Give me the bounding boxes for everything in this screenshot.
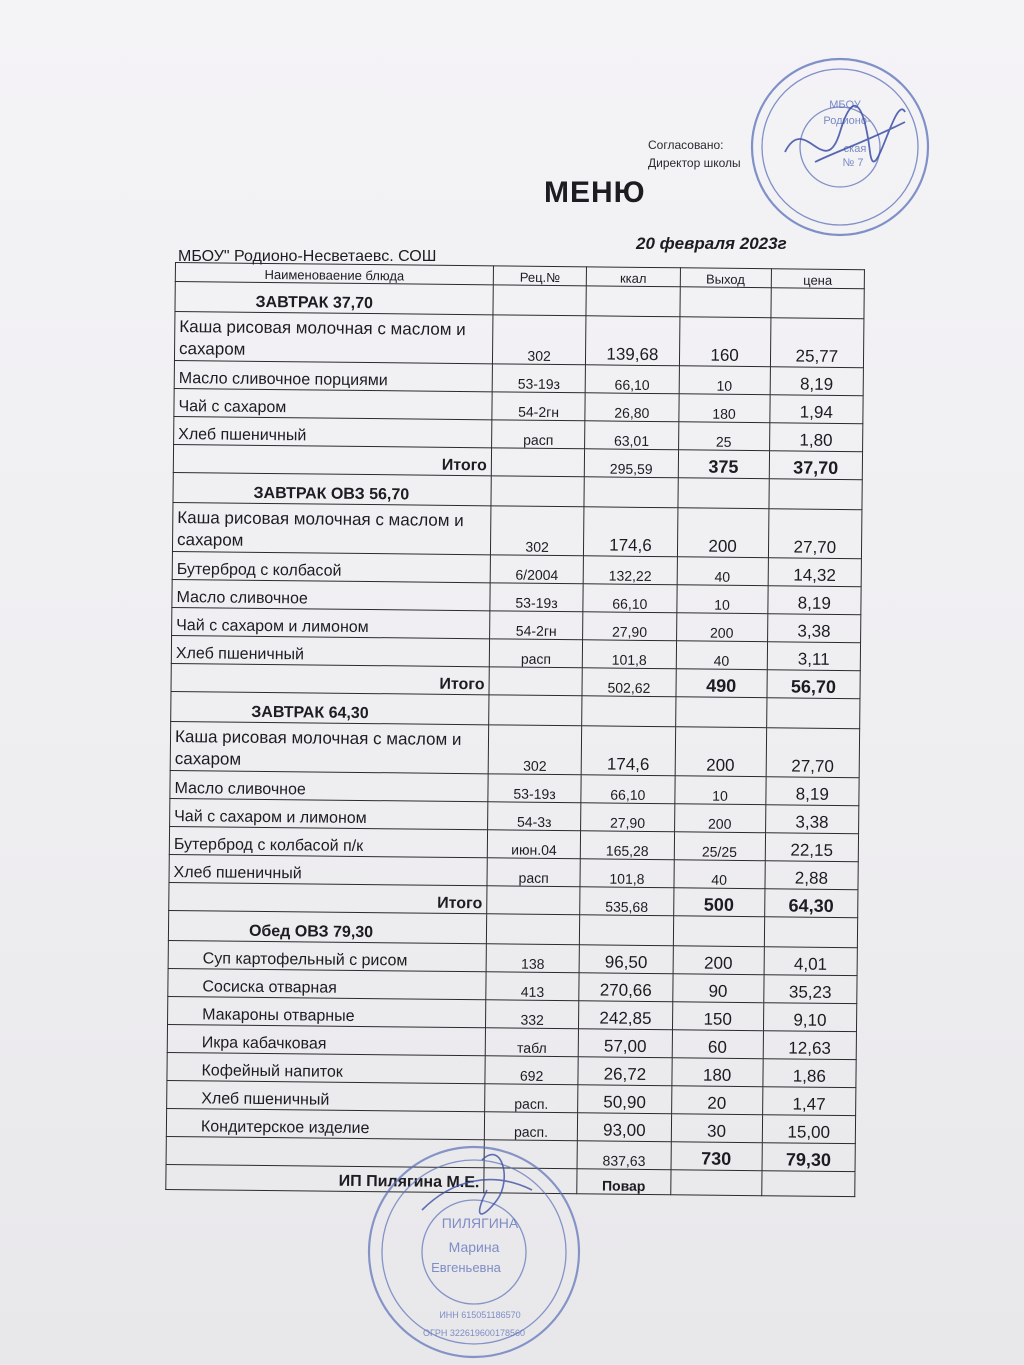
empty-cell <box>679 287 770 318</box>
empty-cell <box>766 698 860 729</box>
empty-cell <box>675 697 766 728</box>
recipe-no: 53-19з <box>488 774 582 803</box>
output-value: 200 <box>675 727 767 777</box>
dish-name: Чай с сахаром и лимоном <box>170 798 488 829</box>
empty-cell <box>580 915 674 946</box>
price-value: 1,94 <box>770 395 864 424</box>
total-output: 730 <box>671 1142 762 1171</box>
output-value: 200 <box>677 508 769 558</box>
stamp-supplier-ogrn: ОГРН 322619600178560 <box>423 1328 525 1338</box>
director-signature <box>785 106 905 162</box>
output-value: 200 <box>673 946 764 975</box>
total-price: 79,30 <box>762 1143 856 1172</box>
output-value: 20 <box>671 1086 762 1115</box>
kcal-value: 26,80 <box>585 393 679 422</box>
stamp-supplier-patronymic: Евгеньевна <box>431 1260 501 1275</box>
recipe-no: 54-2гн <box>490 611 584 640</box>
price-value: 27,70 <box>766 728 860 778</box>
empty-cell <box>491 476 585 507</box>
stamp-school-line4: № 7 <box>842 157 864 169</box>
price-value: 1,86 <box>763 1059 857 1088</box>
output-value: 200 <box>674 804 765 833</box>
dish-name: Хлеб пшеничный <box>171 635 489 666</box>
empty-cell <box>484 1168 578 1194</box>
header-kcal: ккал <box>587 267 680 287</box>
empty-cell <box>493 285 587 316</box>
section-title: ЗАВТРАК ОВЗ 56,70 <box>173 472 491 505</box>
menu-table <box>165 262 865 1197</box>
output-value: 200 <box>676 613 767 642</box>
dish-name: Хлеб пшеничный <box>167 1080 485 1111</box>
dish-name: Масло сливочное <box>172 579 490 610</box>
recipe-no: расп. <box>485 1084 579 1113</box>
kcal-value: 66,10 <box>581 775 675 804</box>
kcal-value: 93,00 <box>578 1113 672 1142</box>
empty-cell <box>677 478 768 509</box>
kcal-value: 132,22 <box>583 556 677 585</box>
empty-cell <box>764 917 858 948</box>
empty-cell <box>491 448 585 477</box>
price-value: 27,70 <box>768 509 862 559</box>
price-value: 3,38 <box>765 805 859 834</box>
dish-name: Каша рисовая молочная с маслом и сахаром <box>170 721 488 773</box>
output-value: 10 <box>676 585 767 614</box>
price-value: 8,19 <box>766 777 860 806</box>
recipe-no: расп <box>487 858 581 887</box>
kcal-value: 63,01 <box>585 421 679 450</box>
dish-name: Сосиска отварная <box>168 968 486 999</box>
total-output: 500 <box>673 888 764 917</box>
kcal-value: 174,6 <box>581 726 675 776</box>
recipe-no: 332 <box>485 1000 579 1029</box>
price-value: 15,00 <box>762 1115 856 1144</box>
output-value: 10 <box>674 776 765 805</box>
kcal-value: 242,85 <box>579 1001 673 1030</box>
price-value: 12,63 <box>763 1031 857 1060</box>
approval-block <box>648 136 741 172</box>
recipe-no: расп <box>492 420 586 449</box>
price-value: 4,01 <box>764 947 858 976</box>
recipe-no: 413 <box>486 972 580 1001</box>
recipe-no: 692 <box>485 1056 579 1085</box>
stamp-school-line2: Родионо- <box>823 115 871 127</box>
recipe-no: 302 <box>490 506 584 556</box>
dish-name: Масло сливочное порциями <box>174 360 492 391</box>
recipe-no: 54-2гн <box>492 392 586 421</box>
dish-name: Чай с сахаром <box>174 388 492 419</box>
kcal-value: 66,10 <box>583 584 677 613</box>
dish-name: Кофейный напиток <box>167 1052 485 1083</box>
dish-name: Бутерброд с колбасой <box>172 551 490 582</box>
price-value: 22,15 <box>765 833 859 862</box>
total-kcal: 535,68 <box>580 887 674 916</box>
total-price: 64,30 <box>764 889 858 918</box>
kcal-value: 165,28 <box>581 831 675 860</box>
output-value: 40 <box>677 557 768 586</box>
header-dish-name: Наименоваение блюда <box>175 263 493 285</box>
dish-name: Каша рисовая молочная с маслом и сахаром <box>174 312 492 364</box>
total-output: 490 <box>675 669 766 698</box>
recipe-no: табл <box>485 1028 579 1057</box>
dish-name: Суп картофельный с рисом <box>168 940 486 971</box>
total-label: Итого <box>171 663 489 694</box>
empty-cell <box>673 916 764 947</box>
kcal-value: 174,6 <box>584 507 678 557</box>
output-value: 180 <box>678 394 769 423</box>
price-value: 8,19 <box>768 586 862 615</box>
output-value: 25 <box>678 422 769 451</box>
total-kcal: 502,62 <box>582 668 676 697</box>
price-value: 8,19 <box>770 367 864 396</box>
dish-name: Хлеб пшеничный <box>174 416 492 447</box>
output-value: 40 <box>676 641 767 670</box>
table-row <box>170 721 859 777</box>
dish-name: Кондитерское изделие <box>166 1108 484 1139</box>
output-value: 40 <box>673 860 764 889</box>
page-title: МЕНЮ <box>544 176 646 209</box>
price-value: 2,88 <box>765 861 859 890</box>
kcal-value: 66,10 <box>585 365 679 394</box>
price-value: 35,23 <box>763 975 857 1004</box>
recipe-no: 54-3з <box>488 802 582 831</box>
dish-name: Икра кабачковая <box>167 1024 485 1055</box>
supplier-name: ИП Пилягина М.Е. <box>166 1164 484 1192</box>
price-value: 1,47 <box>762 1087 856 1116</box>
table-row <box>174 312 863 368</box>
total-label <box>166 1136 484 1167</box>
school-stamp <box>745 52 935 242</box>
output-value: 30 <box>671 1114 762 1143</box>
dish-name: Масло сливочное <box>170 770 488 801</box>
price-value: 14,32 <box>768 558 862 587</box>
stamp-school-line1: МБОУ <box>829 99 861 111</box>
stamp-supplier-name: Марина <box>448 1239 500 1255</box>
output-value: 10 <box>679 366 770 395</box>
kcal-value: 27,90 <box>583 612 677 641</box>
price-value: 3,11 <box>767 642 861 671</box>
output-value: 150 <box>672 1002 763 1031</box>
cook-label: Повар <box>577 1169 671 1195</box>
kcal-value: 270,66 <box>579 973 673 1002</box>
kcal-value: 139,68 <box>586 316 680 366</box>
recipe-no: 138 <box>486 944 580 973</box>
menu-date: 20 февраля 2023г <box>636 234 787 253</box>
table-row <box>172 502 861 558</box>
kcal-value: 57,00 <box>578 1029 672 1058</box>
total-output: 375 <box>678 450 769 479</box>
recipe-no: 302 <box>492 315 586 365</box>
school-name: МБОУ" Родионо-Несветаевс. СОШ <box>178 248 437 265</box>
kcal-value: 26,72 <box>578 1057 672 1086</box>
total-price: 56,70 <box>767 670 861 699</box>
dish-name: Чай с сахаром и лимоном <box>172 607 490 638</box>
dish-name: Хлеб пшеничный <box>169 854 487 885</box>
price-value: 1,80 <box>769 423 863 452</box>
kcal-value: 27,90 <box>581 803 675 832</box>
empty-cell <box>670 1170 761 1196</box>
section-title: ЗАВТРАК 64,30 <box>171 691 489 724</box>
output-value: 60 <box>672 1030 763 1059</box>
empty-cell <box>761 1171 855 1197</box>
empty-cell <box>487 886 581 915</box>
dish-name: Бутерброд с колбасой п/к <box>169 826 487 857</box>
kcal-value: 50,90 <box>578 1085 672 1114</box>
price-value: 9,10 <box>763 1003 857 1032</box>
kcal-value: 101,8 <box>580 859 674 888</box>
output-value: 180 <box>671 1058 762 1087</box>
recipe-no: 53-19з <box>490 583 584 612</box>
price-value: 3,38 <box>767 614 861 643</box>
kcal-value: 96,50 <box>579 945 673 974</box>
total-label: Итого <box>173 444 491 475</box>
total-kcal: 837,63 <box>577 1141 671 1170</box>
output-value: 90 <box>672 974 763 1003</box>
total-label: Итого <box>169 882 487 913</box>
empty-cell <box>489 695 583 726</box>
empty-cell <box>586 286 680 317</box>
section-title: ЗАВТРАК 37,70 <box>175 282 493 315</box>
header-price: цена <box>771 269 865 289</box>
section-title: Обед ОВЗ 79,30 <box>168 910 486 943</box>
dish-name: Каша рисовая молочная с маслом и сахаром <box>172 502 490 554</box>
stamp-supplier-surname: ПИЛЯГИНА <box>441 1215 519 1231</box>
output-value: 25/25 <box>674 832 765 861</box>
recipe-no: 53-19з <box>492 364 586 393</box>
approval-label: Согласовано: <box>648 138 724 152</box>
director-label: Директор школы <box>648 156 741 170</box>
recipe-no: июн.04 <box>487 830 581 859</box>
output-value: 160 <box>679 317 771 367</box>
recipe-no: расп <box>489 639 583 668</box>
total-kcal: 295,59 <box>585 449 679 478</box>
kcal-value: 101,8 <box>583 640 677 669</box>
recipe-no: 302 <box>488 725 582 775</box>
empty-cell <box>486 914 580 945</box>
stamp-school-line3: ская <box>843 143 867 155</box>
empty-cell <box>582 696 676 727</box>
stamp-supplier-inn: ИНН 615051186570 <box>439 1310 521 1320</box>
menu-table-body <box>166 263 865 1197</box>
dish-name: Макароны отварные <box>168 996 486 1027</box>
header-output: Выход <box>680 268 771 288</box>
recipe-no: 6/2004 <box>490 555 584 584</box>
header-recipe-no: Рец.№ <box>493 266 586 286</box>
empty-cell <box>484 1140 578 1169</box>
empty-cell <box>489 667 583 696</box>
price-value: 25,77 <box>770 318 864 368</box>
empty-cell <box>769 479 863 510</box>
empty-cell <box>771 288 865 319</box>
empty-cell <box>584 477 678 508</box>
recipe-no: расп. <box>484 1112 578 1141</box>
total-price: 37,70 <box>769 451 863 480</box>
